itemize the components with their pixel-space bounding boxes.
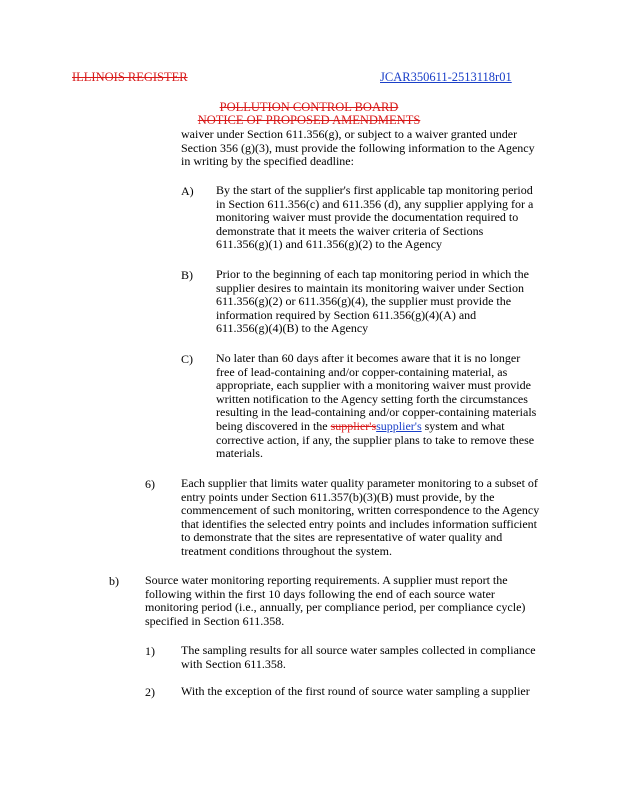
item-c-line: appropriate, each supplier with a monitoring waiver must provide xyxy=(216,378,531,393)
item-b-lower-marker: b) xyxy=(109,574,119,588)
item-a-line: in Section 611.356(c) and 611.356 (d), any supplier applying for a xyxy=(216,196,534,211)
item-c-text xyxy=(216,352,536,461)
item-b-lower-line: monitoring period (i.e., annually, per compliance period, per compliance cycle) xyxy=(145,600,526,615)
item-b-lower-line: specified in Section 611.358. xyxy=(145,613,285,628)
item-6-line: that identifies the selected entry points and includes information sufficient xyxy=(181,516,538,531)
item-6-line: entry points under Section 611.357(b)(3)(B) must provide, by the xyxy=(181,489,495,504)
item-a-text xyxy=(216,184,533,252)
item-2-text xyxy=(181,685,530,699)
item-c-line: free of lead-containing and/or copper-containing material, as xyxy=(216,364,508,379)
item-b-lower-line: Source water monitoring reporting requirements. A supplier must report the xyxy=(145,573,508,587)
intro-line: waiver under Section 611.356(g), or subject to a waiver granted under xyxy=(181,127,518,141)
item-c-line: No later than 60 days after it becomes aware that it is no longer xyxy=(216,351,521,365)
item-6-line: Each supplier that limits water quality parameter monitoring to a subset of xyxy=(181,476,538,490)
item-a-line: demonstrate that it meets the waiver criteria of Sections xyxy=(216,223,484,238)
item-6-line: to demonstrate that the sites are representative of water quality and xyxy=(181,530,503,545)
item-a-line: monitoring waiver must provide the documentation required to xyxy=(216,210,519,225)
item-c-line: materials. xyxy=(216,446,263,461)
item-1-marker: 1) xyxy=(145,644,155,658)
item-b-lower-line: following within the first 10 days following the end of each source water xyxy=(145,586,495,601)
item-1-text xyxy=(181,644,536,671)
notice-title: NOTICE OF PROPOSED AMENDMENTS xyxy=(197,113,421,127)
item-2-marker: 2) xyxy=(145,685,155,699)
item-c-line-6 xyxy=(216,420,536,434)
item-b-line: supplier desires to maintain its monitoring waiver under Section xyxy=(216,280,524,295)
item-6-marker: 6) xyxy=(145,477,155,491)
register-header: ILLINOIS REGISTER xyxy=(72,70,188,84)
item-c-line: written notification to the Agency setting forth the circumstances xyxy=(216,391,528,406)
intro-paragraph xyxy=(181,128,535,169)
intro-line: Section 356 (g)(3), must provide the following information to the Agency xyxy=(181,140,535,155)
item-c-line: resulting in the lead-containing and/or copper-containing materials xyxy=(216,405,537,420)
item-b-line: Prior to the beginning of each tap monitoring period in which the xyxy=(216,267,529,281)
item-c-marker: C) xyxy=(181,352,193,366)
item-6-line: commencement of such monitoring, written correspondence to the Agency xyxy=(181,503,540,518)
intro-line: in writing by the specified deadline: xyxy=(181,154,354,169)
item-c-line-6-post: system and what xyxy=(421,418,505,433)
item-a-line: 611.356(g)(1) and 611.356(g)(2) to the Agency xyxy=(216,237,443,252)
inserted-supplier-text: supplier's xyxy=(376,418,422,433)
item-2-line: With the exception of the first round of source water sampling a supplier xyxy=(181,684,530,698)
item-a-line: By the start of the supplier's first applicable tap monitoring period xyxy=(216,183,533,197)
item-c-line-6-pre: being discovered in the xyxy=(216,418,331,433)
item-b-text xyxy=(216,268,529,336)
item-a-marker: A) xyxy=(181,184,194,198)
item-b-line: 611.356(g)(2) or 611.356(g)(4), the supplier must provide the xyxy=(216,294,512,309)
jcar-code-header: JCAR350611-2513118r01 xyxy=(380,70,512,84)
item-b-lower-text xyxy=(145,574,525,628)
board-title: POLLUTION CONTROL BOARD xyxy=(219,100,399,114)
item-b-marker: B) xyxy=(181,268,193,282)
item-b-line: information required by Section 611.356(g)(4)(A) and xyxy=(216,307,477,322)
item-6-line: treatment conditions throughout the system. xyxy=(181,543,392,558)
item-c-line: corrective action, if any, the supplier plans to take to remove these xyxy=(216,432,535,447)
item-b-line: 611.356(g)(4)(B) to the Agency xyxy=(216,321,369,336)
item-1-line: with Section 611.358. xyxy=(181,656,286,671)
struck-supplier-text: supplier's xyxy=(330,418,377,433)
item-1-line: The sampling results for all source water samples collected in compliance xyxy=(181,643,536,657)
item-6-text xyxy=(181,477,539,559)
